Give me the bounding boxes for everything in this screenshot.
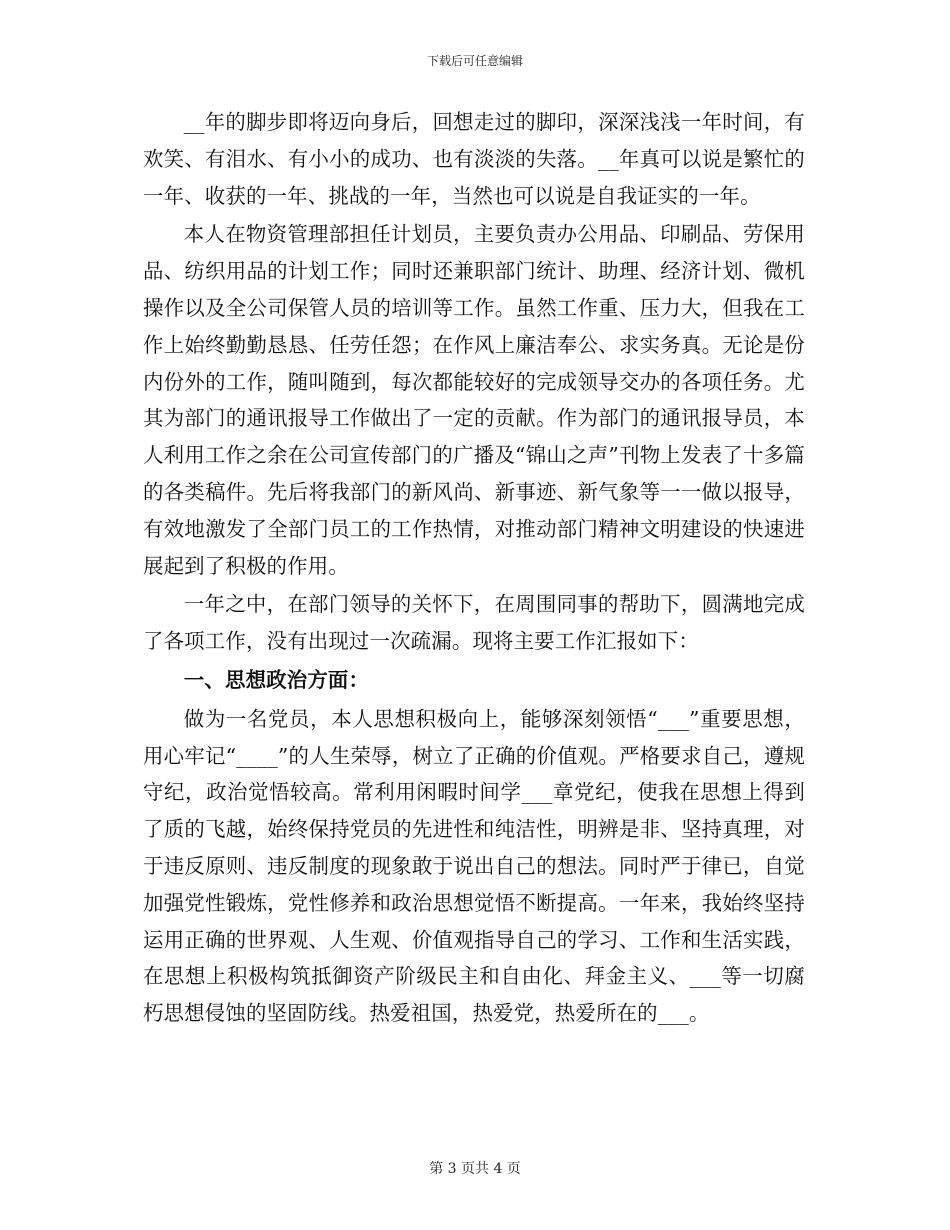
page-header: 下载后可任意编辑 — [426, 54, 523, 68]
paragraph-intro: __年的脚步即将迈向身后，回想走过的脚印，深深浅浅一年时间，有欢笑、有泪水、有小小的成功、也有淡淡的失落。__年真可以说是繁忙的一年、收获的一年、挑战的一年，当然也可以说是自我证实的一年。 — [143, 110, 805, 208]
document-body — [143, 104, 805, 1034]
paragraph-duties: 本人在物资管理部担任计划员，主要负责办公用品、印刷品、劳保用品、纺织用品的计划工作；同时还兼职部门统计、助理、经济计划、微机操作以及全公司保管人员的培训等工作。虽然工作重、压力大，但我在工作上始终勤勤恳恳、任劳任怨；在作风上廉洁奉公、求实务真。无论是份内份外的工作，随叫随到，每次都能较好的完成领导交办的各项任务。尤其为部门的通讯报导工作做出了一定的贡献。作为部门的通讯报导员，本人利用工作之余在公司宣传部门的广播及“锦山之声”刊物上发表了十多篇的各类稿件。先后将我部门的新风尚、新事迹、新气象等一一做以报导，有效地激发了全部门员工的工作热情，对推动部门精神文明建设的快速进展起到了积极的作用。 — [143, 222, 805, 578]
section-heading: 一、思想政治方面： — [183, 667, 370, 692]
paragraph-political: 做为一名党员，本人思想积极向上，能够深刻领悟“___”重要思想，用心牢记“____”的人生荣辱，树立了正确的价值观。严格要求自己，遵规守纪，政治觉悟较高。常利用闲暇时间学___章党纪，使我在思想上得到了质的飞越，始终保持党员的先进性和纯洁性，明辨是非、坚持真理，对于违反原则、违反制度的现象敢于说出自己的想法。同时严于律已，自觉加强党性锻炼，党性修养和政治思想觉悟不断提高。一年来，我始终坚持运用正确的世界观、人生观、价值观指导自己的学习、工作和生活实践，在思想上积极构筑抵御资产阶级民主和自由化、拜金主义、___等一切腐朽思想侵蚀的坚固防线。热爱祖国，热爱党，热爱所在的___。 — [143, 706, 805, 1026]
page-number: 第 3 页共 4 页 — [429, 1161, 521, 1177]
paragraph-summary: 一年之中，在部门领导的关怀下，在周围同事的帮助下，圆满地完成了各项工作，没有出现过一次疏漏。现将主要工作汇报如下： — [143, 592, 805, 654]
